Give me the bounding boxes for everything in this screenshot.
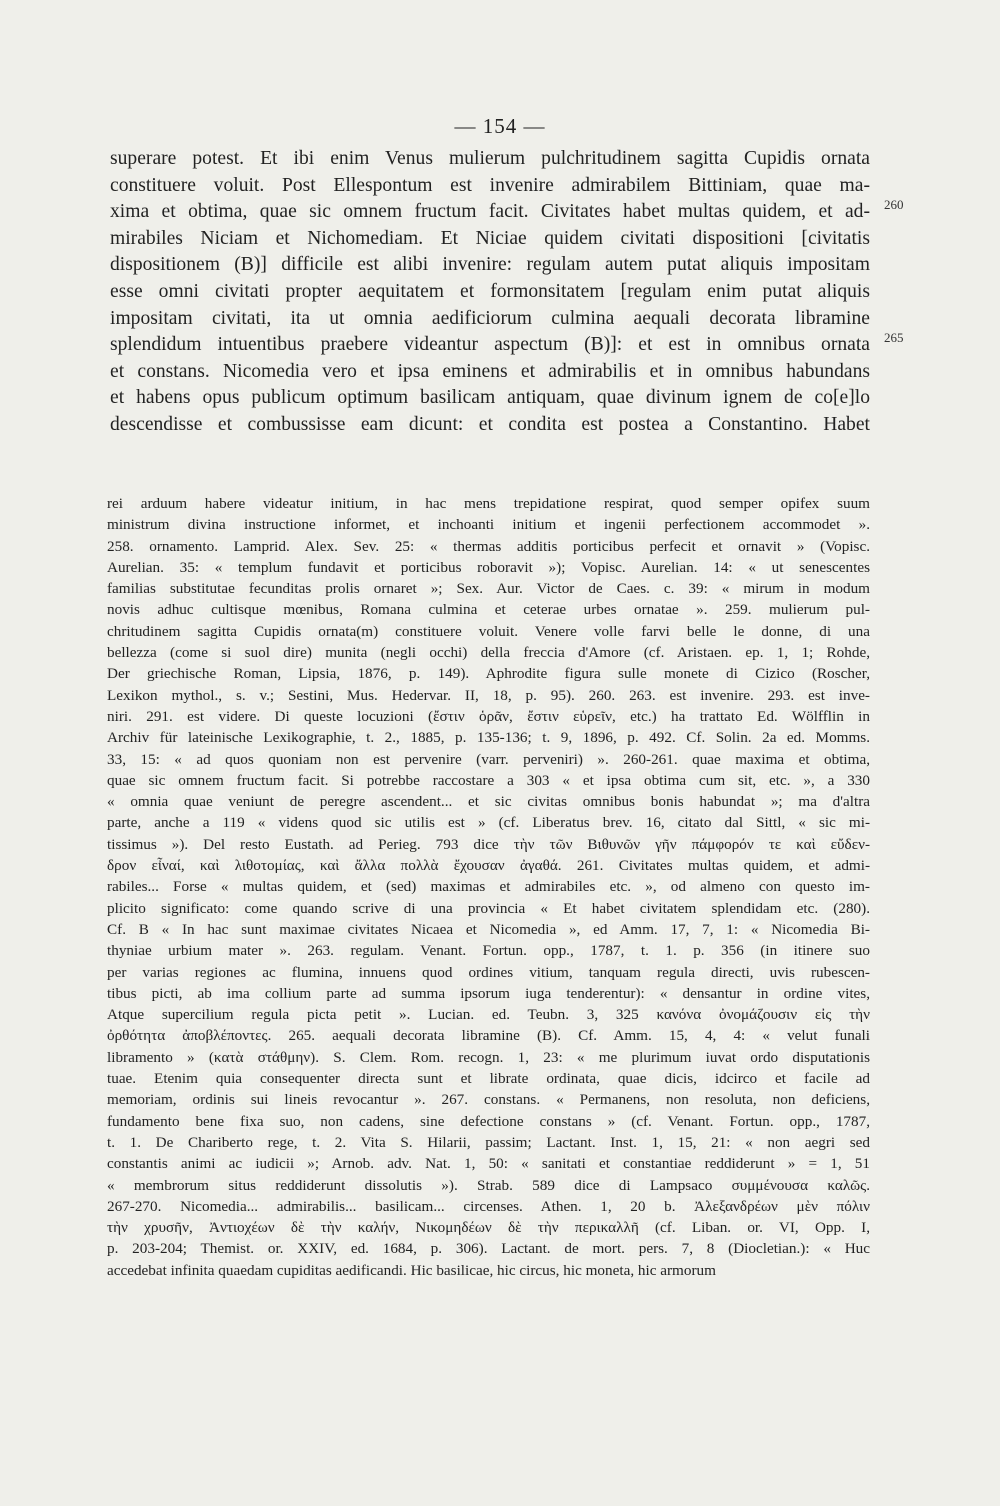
note-line: parte, anche a 119 « videns quod sic utilis est » (cf. Liberatus brev. 16, citato dal Sittl, « sic mi- xyxy=(107,814,870,832)
note-line: quae sic omnem fructum facit. Si potrebbe raccostare a 303 « et ipsa obtima cum sit, etc. », a 330 xyxy=(107,771,870,789)
note-line: p. 203-204; Themist. or. XXIV, ed. 1684, p. 306). Lactant. de mort. pers. 7, 8 (Diocletian.): « Huc xyxy=(107,1240,870,1258)
note-line: memoriam, ordinis sui lineis revocantur ». 267. constans. « Permanens, non resoluta, non deficiens, xyxy=(107,1091,870,1109)
main-line: esse omni civitati propter aequitatem et formonsitatem [regulam enim putat aliquis xyxy=(110,280,870,302)
page-number: — 154 — xyxy=(454,114,546,138)
main-line: xima et obtima, quae sic omnem fructum facit. Civitates habet multas quidem, et ad- xyxy=(110,201,870,223)
note-line: tissimus »). Del resto Eustath. ad Perieg. 793 dice τὴν τῶν Βιθυνῶν γῆν πάμφορόν τε καὶ εὔδεν- xyxy=(107,835,870,853)
note-line: tuae. Etenim quia consequenter directa sunt et librate ordinata, quae dicis, idcirco et facile ad xyxy=(107,1070,870,1088)
note-line: δρον εἶναί, καὶ λιθοτομίας, καὶ ἄλλα πολλὰ ἔχουσαν ἀγαθά. 261. Civitates multas quidem, et admi- xyxy=(107,857,870,875)
note-line: τὴν χρυσῆν, Ἀντιοχέων δὲ τὴν καλήν, Νικομηδέων δὲ τὴν περικαλλῆ (cf. Liban. or. VI, Opp. I, xyxy=(107,1219,870,1237)
note-line: 267-270. Nicomedia... admirabilis... basilicam... circenses. Athen. 1, 20 b. Ἀλεξανδρέων μὲν πόλιν xyxy=(107,1197,870,1215)
note-line: fundamento bene fixa suo, non cadens, sine defectione constans » (cf. Venant. Fortun. opp., 1787, xyxy=(107,1112,870,1130)
note-line: thyniae urbium mater ». 263. regulam. Venant. Fortun. opp., 1787, t. 1. p. 356 (in itinere suo xyxy=(107,942,870,960)
note-line: rei arduum habere videatur initium, in hac mens trepidatione respirat, quod semper opifex suum xyxy=(107,495,870,512)
note-line: niri. 291. est videre. Di queste locuzioni (ἔστιν ὁρᾶν, ἔστιν εὑρεῖν, etc.) ha trattato Ed. Wölfflin in xyxy=(107,707,870,725)
note-line: Aurelian. 35: « templum fundavit et porticibus roboravit »); Vopisc. Aurelian. 14: « ut senescentes xyxy=(107,558,870,576)
note-line: familias substitutae fecunditas prolis ornaret »; Sex. Aur. Victor de Caes. c. 39: « mirum in modum xyxy=(107,580,870,598)
note-line: Lexikon mythol., s. v.; Sestini, Mus. Hedervar. II, 18, p. 95). 260. 263. est invenire. 293. est inve- xyxy=(107,686,870,704)
main-line: impositam civitati, ita ut omnia aedificiorum culmina aequali decorata libramine xyxy=(110,307,870,329)
note-line: 33, 15: « ad quos quoniam non est pervenire (varr. perveniri) ». 260-261. quae maxima et obtima, xyxy=(107,750,870,768)
note-line: chritudinem sagitta Cupidis ornata(m) constituere voluit. Venere volle farvi belle le donne, di una xyxy=(107,622,870,640)
note-line: libramento » (κατὰ στάθμην). S. Clem. Rom. recogn. 1, 23: « me plurimum iuvat ordo disputationis xyxy=(107,1048,870,1066)
note-line: Der griechische Roman, Lipsia, 1876, p. 149). Aphrodite figura sulle monete di Cizico (Roscher, xyxy=(107,665,870,683)
main-line: dispositionem (B)] difficile est alibi invenire: regulam autem putat aliquis impositam xyxy=(110,254,870,276)
note-line: rabiles... Forse « multas quidem, et (sed) maximas et admirabiles etc. », od almeno con questo im- xyxy=(107,878,870,896)
main-line: constituere voluit. Post Ellespontum est invenire admirabilem Bittiniam, quae ma- xyxy=(110,174,870,196)
main-line: et constans. Nicomedia vero et ipsa eminens et admirabilis et in omnibus habundans xyxy=(110,360,870,382)
note-line: « membrorum situs reddiderunt dissolutis »). Strab. 589 dice di Lampsaco συμμένουσα καλῶς. xyxy=(107,1176,870,1194)
note-line: bellezza (come si suol dire) munita (negli occhi) della freccia d'Amore (cf. Aristaen. ep. 1, 1; Rohde, xyxy=(107,644,870,662)
main-line: mirabiles Niciam et Nichomediam. Et Niciae quidem civitati dispositioni [civitatis xyxy=(110,227,870,249)
note-line: « omnia quae veniunt de peregre ascendent... et sic civitas omnibus bonis habundat »; ma d'altra xyxy=(107,793,870,811)
note-line: ὀρθότητα ἀποβλέποντες. 265. aequali decorata libramine (B). Cf. Amm. 15, 4, 4: « velut funali xyxy=(107,1027,870,1045)
note-line: Cf. B « In hac sunt maximae civitates Nicaea et Nicomedia », ed Amm. 17, 7, 1: « Nicomedia Bi- xyxy=(107,920,870,938)
footnotes xyxy=(107,493,870,1281)
main-line: superare potest. Et ibi enim Venus mulierum pulchritudinem sagitta Cupidis ornata xyxy=(110,148,870,169)
note-line: 258. ornamento. Lamprid. Alex. Sev. 25: « thermas additis porticibus perfecit et ornavit » (Vopisc. xyxy=(107,537,870,555)
note-line: novis adhuc cultisque mœnibus, Romana culmina et ceterae urbes ornatae ». 259. mulierum pul- xyxy=(107,601,870,619)
note-line: accedebat infinita quaedam cupiditas aedificandi. Hic basilicae, hic circus, hic moneta, hic armorum xyxy=(107,1261,716,1279)
main-line: descendisse et combussisse eam dicunt: et condita est postea a Constantino. Habet xyxy=(110,413,870,435)
margin-line-number: 260 xyxy=(884,197,904,212)
note-line: ministrum divina instructione informet, et inchoanti initium et ingenii perfectionem accommodet ». xyxy=(107,516,870,534)
note-line: Atque supercilium regula picta petit ». Lucian. ed. Teubn. 3, 325 κανόνα ὀνομάζουσιν εἰς τὴν xyxy=(107,1006,870,1024)
note-line: Archiv für lateinische Lexikographie, t. 2., 1885, p. 135-136; t. 9, 1896, p. 492. Cf. Solin. 2a ed. Momms. xyxy=(107,729,870,747)
note-line: constantis animi ac iudicii »; Arnob. adv. Nat. 1, 50: « sanitati et constantiae reddiderunt » = 1, 51 xyxy=(107,1155,870,1173)
note-line: tibus picti, ab ima collium parte ad summa ipsorum iuga tenderentur): « densantur in ordine vites, xyxy=(107,984,870,1002)
note-line: plicito significato: come quando scrive di una provincia « Et habet civitatem splendidam etc. (280). xyxy=(107,899,870,917)
main-line: splendidum intuentibus praebere videantur aspectum (B)]: et est in omnibus ornata xyxy=(110,334,870,356)
note-line: t. 1. De Chariberto rege, t. 2. Vita S. Hilarii, passim; Lactant. Inst. 1, 15, 21: « non aegri sed xyxy=(107,1133,870,1151)
main-line: et habens opus publicum optimum basilicam antiquam, quae divinum ignem de co[e]lo xyxy=(110,387,870,409)
main-text xyxy=(110,146,870,439)
margin-line-number: 265 xyxy=(884,330,904,345)
note-line: per varias regiones ac flumina, innuens quod ordines vitium, tanquam regula directi, uvis rubescen- xyxy=(107,963,870,981)
